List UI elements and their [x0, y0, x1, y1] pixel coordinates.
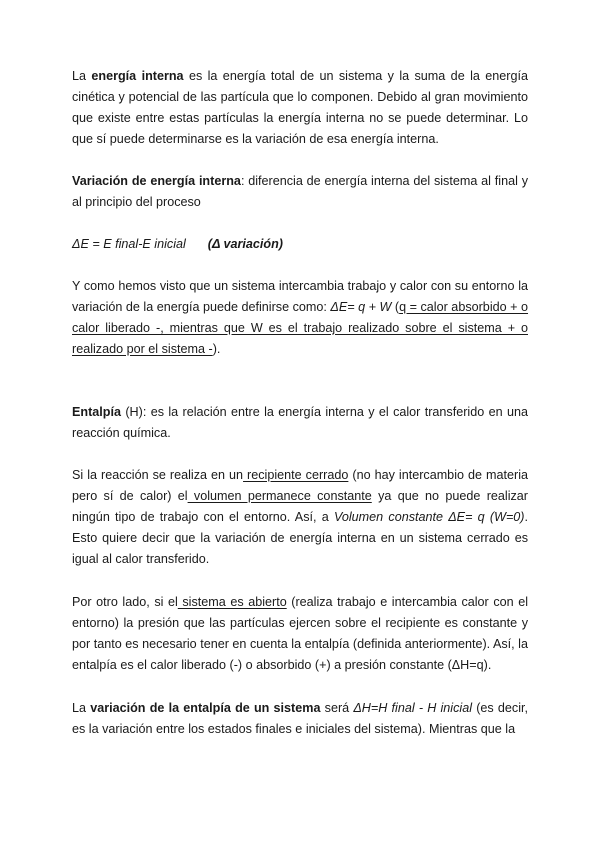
- text: La: [72, 69, 92, 83]
- paragraph-entalpia: [72, 402, 528, 444]
- paragraph-intercambio: [72, 276, 528, 360]
- paragraph-recipiente-cerrado: [72, 465, 528, 570]
- underlined-volumen-constante: volumen permanece constante: [187, 489, 372, 503]
- paragraph-energia-interna: [72, 66, 528, 150]
- text: : diferencia de energía interna del sistema al final y al principio del proceso: [72, 174, 528, 209]
- term-energia-interna: energía interna: [91, 69, 184, 83]
- formula-expression: ΔE = E final-E inicial: [72, 237, 186, 251]
- formula-inline: ΔH=H final - H inicial: [353, 701, 473, 715]
- underlined-sistema-abierto: sistema es abierto: [177, 595, 287, 609]
- text: será: [320, 701, 354, 715]
- underlined-recipiente-cerrado: recipiente cerrado: [243, 468, 349, 482]
- text: ya que no puede realizar ningún tipo de trabajo con el entorno. Así, a: [72, 489, 528, 524]
- term-variacion-entalpia: variación de la entalpía de un sistema: [90, 701, 321, 715]
- formula-inline: ΔE= q + W: [330, 300, 392, 314]
- text: es la energía total de un sistema y la suma de la energía cinética y potencial de las partícula que lo componen. Debido al gran movimiento que existe entre estas partículas la energía interna no se puede determinar. Lo que sí puede determinarse es la variación de esa energía interna.: [72, 69, 528, 146]
- paragraph-variacion-entalpia: [72, 698, 528, 740]
- term-entalpia: Entalpía: [72, 405, 121, 419]
- paragraph-sistema-abierto: [72, 592, 528, 676]
- formula-inline: Volumen constante ΔE= q (W=0): [333, 510, 525, 524]
- formula-delta-e: [72, 234, 283, 255]
- term-variacion-energia-interna: Variación de energía interna: [72, 174, 241, 188]
- text: (H): es la relación entre la energía interna y el calor transferido en una reacción química.: [72, 405, 528, 440]
- text: (: [391, 300, 400, 314]
- text: (no hay intercambio de materia pero sí de calor) el: [72, 468, 528, 503]
- text: (es decir, es la variación entre los estados finales e iniciales del sistema). Mientras que la: [72, 701, 528, 736]
- text: Si la reacción se realiza en un: [72, 468, 244, 482]
- paragraph-variacion-energia: [72, 171, 528, 213]
- text: La: [72, 701, 91, 715]
- underlined-definition: q = calor absorbido + o calor liberado -, mientras que W es el trabajo realizado sobre el sistema + o realizado por el sistema -: [72, 300, 529, 356]
- formula-note: (Δ variación): [207, 237, 283, 251]
- text: ).: [212, 342, 221, 356]
- text: Y como hemos visto que un sistema intercambia trabajo y calor con su entorno la variación de la energía puede definirse como:: [72, 279, 528, 314]
- text: Por otro lado, si el: [72, 595, 178, 609]
- text: (realiza trabajo e intercambia calor con el entorno) la presión que las partículas ejercen sobre el recipiente es constante y por tanto es necesario tener en cuenta la entalpía (definida anteriormente). Así, la entalpía es el calor liberado (-) o absorbido (+) a presión constante (ΔH=q).: [72, 595, 528, 672]
- text: . Esto quiere decir que la variación de energía interna en un sistema cerrado es igual al calor transferido.: [72, 510, 529, 566]
